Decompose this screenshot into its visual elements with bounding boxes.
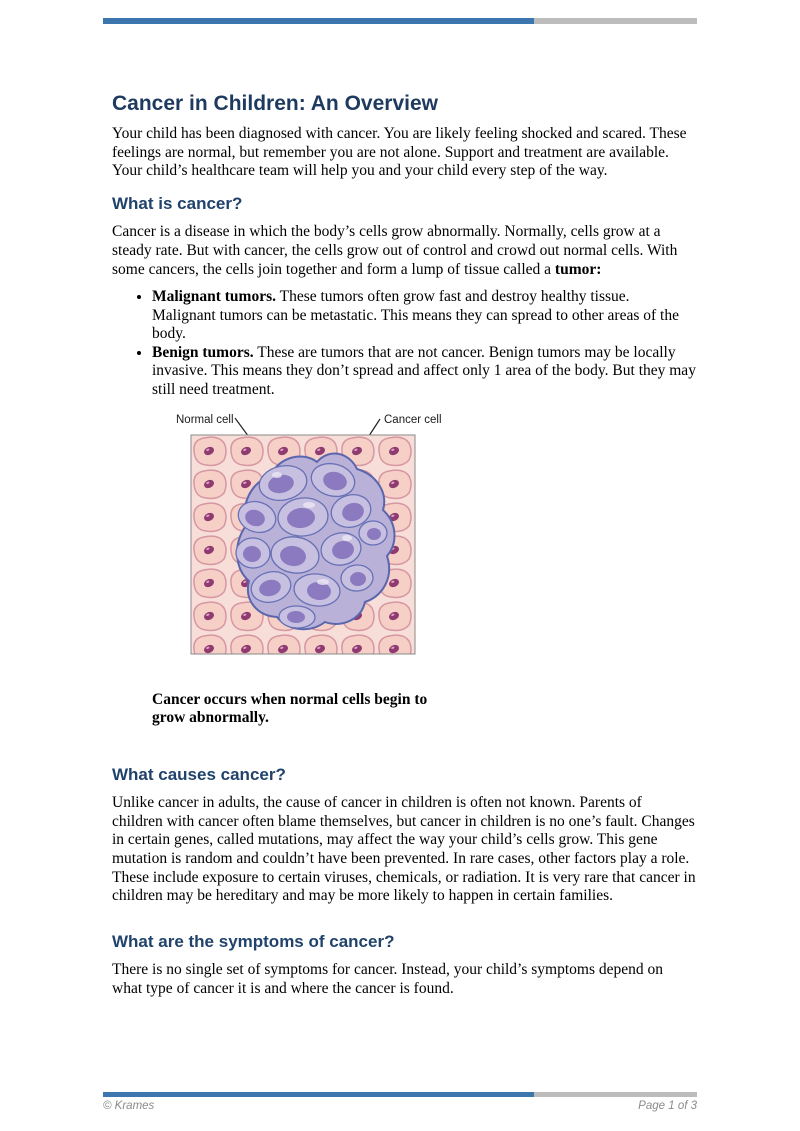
causes-paragraph: Unlike cancer in adults, the cause of cancer in children is often not known. Parents of children with cancer often blame themselves, but cancer in children is no one’s fault. Changes in certain genes, called mutations, may affect the way your child’s cells grow. This gene mutation is random and couldn’t have been prevented. In rare cases, other factors play a role. These include exposure to certain viruses, chemicals, or radiation. It is very rare that cancer in children may be hereditary and may be more likely to happen in certain families. xyxy=(112,794,696,905)
bullet-lead: Malignant tumors. xyxy=(152,288,276,306)
tissue-diagram xyxy=(191,435,415,654)
normal-cell-label: Normal cell xyxy=(176,413,234,426)
footer-rule xyxy=(103,1092,697,1097)
page-title: Cancer in Children: An Overview xyxy=(112,92,438,115)
tumor-bold-term: tumor: xyxy=(554,260,602,278)
section-heading-symptoms: What are the symptoms of cancer? xyxy=(112,931,395,951)
figure-caption: Cancer occurs when normal cells begin to grow abnormally. xyxy=(152,690,428,727)
footer-rule-accent xyxy=(103,1092,534,1097)
footer-copyright: © Krames xyxy=(103,1100,155,1112)
what-is-cancer-paragraph xyxy=(112,223,696,279)
cancer-cell-label: Cancer cell xyxy=(384,413,442,426)
footer xyxy=(103,1100,697,1112)
document-content xyxy=(112,0,696,998)
tumor-types-list xyxy=(112,288,696,400)
bullet-text: These are tumors that are not cancer. Benign tumors may be locally invasive. This means they don’t spread and affect only 1 area of the body. But they may still need treatment. xyxy=(152,343,696,399)
symptoms-paragraph: There is no single set of symptoms for cancer. Instead, your child’s symptoms depend on what type of cancer it is and where the cancer is found. xyxy=(112,961,664,997)
what-is-cancer-text: Cancer is a disease in which the body’s cells grow abnormally. Normally, cells grow at a steady rate. But with cancer, the cells grow out of control and crowd out normal cells. With some cancers, the cells join together and form a lump of tissue called a xyxy=(112,223,678,278)
section-heading-what-is-cancer: What is cancer? xyxy=(112,193,243,213)
intro-paragraph: Your child has been diagnosed with cancer. You are likely feeling shocked and scared. These feelings are normal, but remember you are not alone. Support and treatment are available. Your child’s healthcare team will help you and your child every step of the way. xyxy=(112,125,687,180)
list-item xyxy=(152,344,696,400)
section-heading-causes: What causes cancer? xyxy=(112,764,286,784)
cells-illustration xyxy=(112,406,706,658)
list-item xyxy=(152,288,696,344)
bullet-text: These tumors often grow fast and destroy healthy tissue. Malignant tumors can be metastatic. This means they can spread to other areas of the body. xyxy=(152,288,679,343)
bullet-lead: Benign tumors. xyxy=(152,343,254,361)
footer-page-number: Page 1 of 3 xyxy=(638,1100,697,1112)
